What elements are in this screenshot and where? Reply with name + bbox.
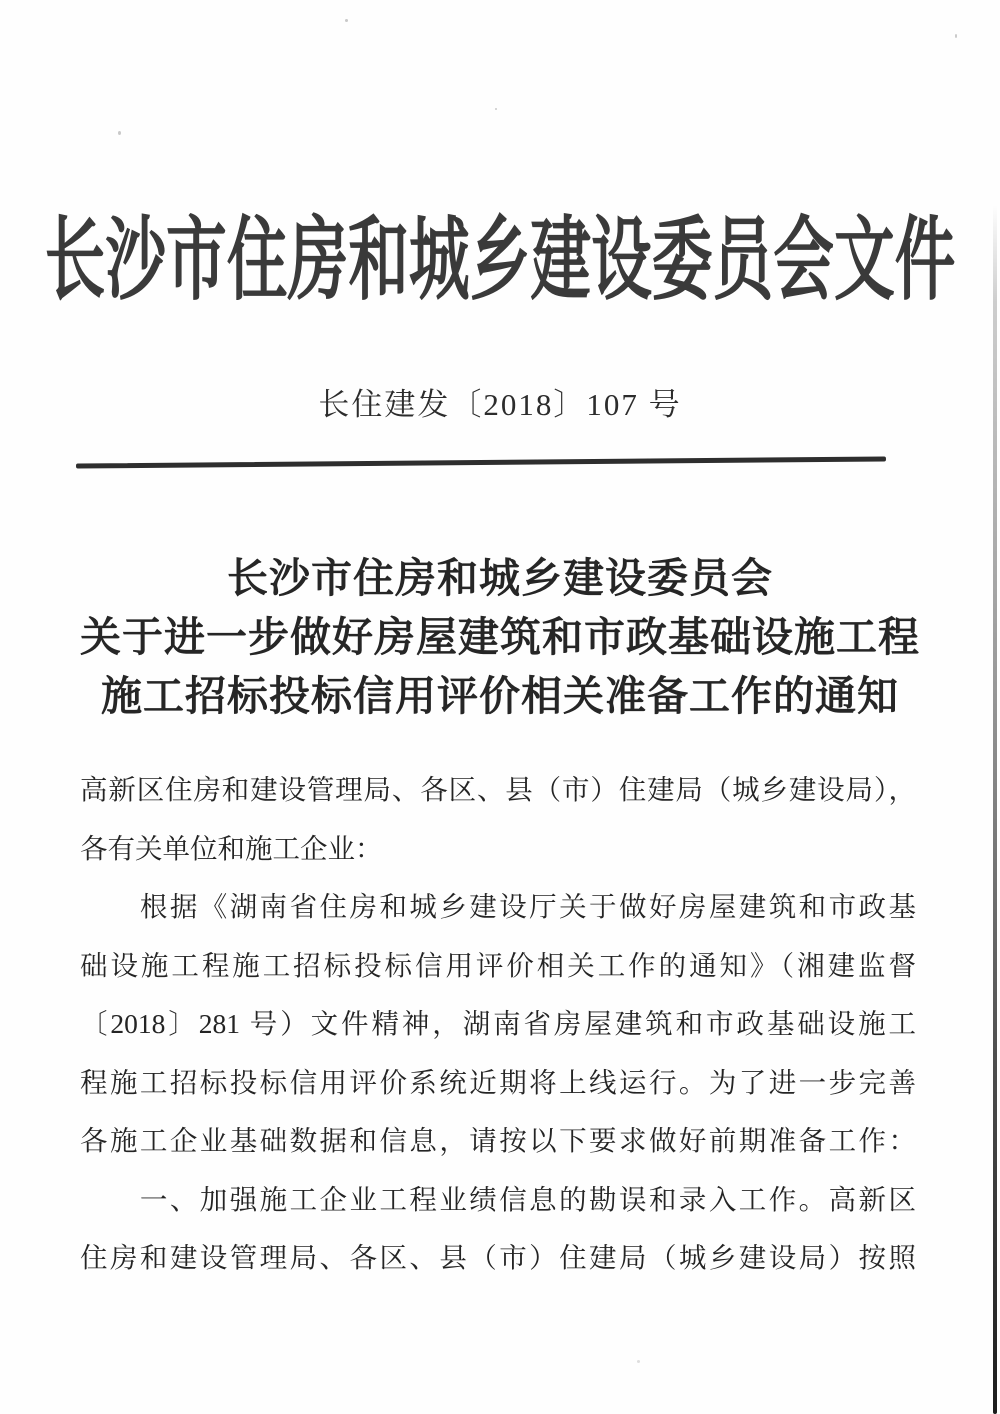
text-line-item1-1: 一、加强施工企业工程业绩信息的勘误和录入工作。高新区 bbox=[80, 1183, 916, 1215]
text-line-para1-4: 程施工招标投标信用评价系统近期将上线运行。为了进一步完善 bbox=[80, 1066, 916, 1098]
text-line-para1-5: 各施工企业基础数据和信息，请按以下要求做好前期准备工作： bbox=[80, 1125, 916, 1156]
document-number: 长住建发〔2018〕107 号 bbox=[318, 387, 682, 422]
text-line-salutation-2: 各有关单位和施工企业： bbox=[80, 832, 383, 864]
title-line-3: 施工招标投标信用评价相关准备工作的通知 bbox=[101, 673, 899, 719]
text-line-item1-2: 住房和建设管理局、各区、县（市）住建局（城乡建设局）按照 bbox=[80, 1242, 916, 1273]
body-text bbox=[80, 761, 916, 1288]
document-title bbox=[0, 549, 1000, 726]
text-line-para1-3: 〔2018〕281 号）文件精神，湖南省房屋建筑和市政基础设施工 bbox=[80, 1008, 916, 1039]
text-line-salutation-1: 高新区住房和建设管理局、各区、县（市）住建局（城乡建设局）， bbox=[80, 774, 916, 805]
text-line-para1-2: 础设施工程施工招标投标信用评价相关工作的通知》（湘建监督 bbox=[80, 949, 916, 981]
title-line-2: 关于进一步做好房屋建筑和市政基础设施工程 bbox=[80, 614, 920, 660]
scan-speck bbox=[495, 108, 497, 110]
title-line-1: 长沙市住房和城乡建设委员会 bbox=[227, 555, 773, 601]
scan-speck bbox=[955, 34, 957, 38]
header-divider-rule bbox=[76, 456, 886, 468]
scan-speck bbox=[637, 1360, 640, 1363]
agency-banner-headline: 长沙市住房和城乡建设委员会文件 bbox=[44, 210, 956, 312]
scan-speck bbox=[118, 131, 121, 135]
scan-edge-artifact bbox=[993, 205, 997, 1414]
text-line-para1-1: 根据《湖南省住房和城乡建设厅关于做好房屋建筑和市政基 bbox=[80, 891, 916, 922]
scan-speck bbox=[345, 19, 348, 22]
